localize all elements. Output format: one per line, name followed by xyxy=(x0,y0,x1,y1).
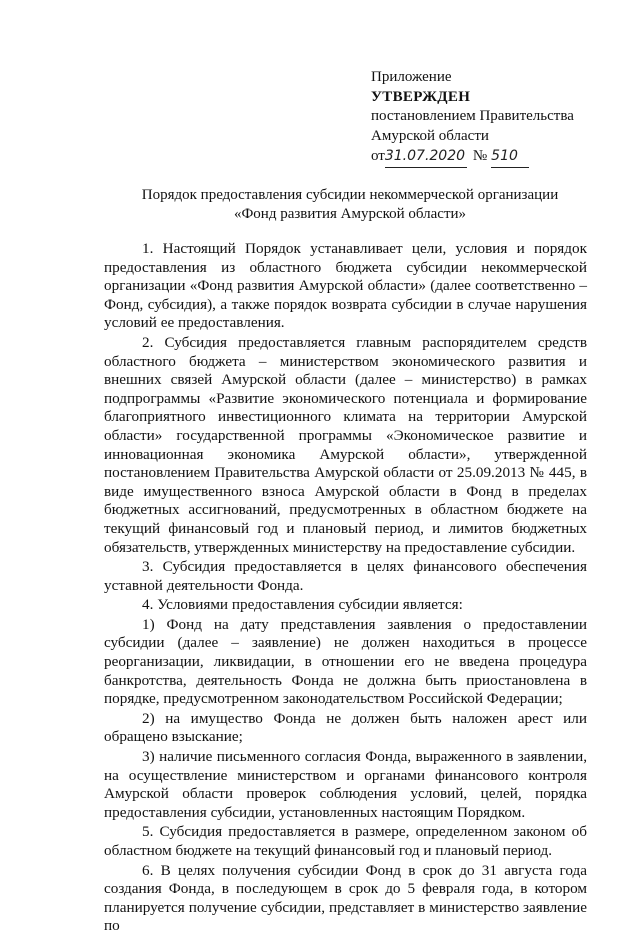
paragraph-4: 4. Условиями предоставления субсидии является: xyxy=(142,596,463,614)
number-label: № xyxy=(472,148,488,164)
condition-2: 2) на имущество Фонда не должен быть наложен арест или обращено взыскание; xyxy=(104,709,587,746)
appendix-label: Приложение xyxy=(371,69,452,85)
approval-block xyxy=(371,68,611,168)
paragraph-6: 6. В целях получения субсидии Фонд в срок до 31 августа года создания Фонда, в последующем в срок до 5 февраля года, в котором планируется получение субсидии, представляет в министерство заявление по xyxy=(104,861,587,935)
date-prefix: от xyxy=(371,148,385,164)
paragraph-2: 2. Субсидия предоставляется главным распорядителем средств областного бюджета – министерством экономического развития и внешних связей Амурской области (далее – министерство) в рамках подпрограммы «Развитие экономического потенциала и формирование благоприятного инвестиционного климата на территории Амурской области» государственной программы «Экономическое развитие и инновационная экономика Амурской области», утвержденной постановлением Правительства Амурской области от 25.09.2013 № 445, в виде имущественного взноса Амурской области в Фонд в пределах бюджетных ассигнований, предусмотренных в областном бюджете на текущий финансовый год и плановый период, и лимитов бюджетных обязательств, утвержденных министерству на предоставление субсидии. xyxy=(104,333,587,556)
title-line-2: «Фонд развития Амурской области» xyxy=(233,206,467,222)
date-number-row xyxy=(371,147,611,168)
condition-1: 1) Фонд на дату представления заявления о предоставлении субсидии (далее – заявление) не должен находиться в процессе реорганизации, ликвидации, в отношении его не введена процедура банкротства, деятельность Фонда не должна быть приостановлена в порядке, предусмотренном законодательством Российской Федерации; xyxy=(104,615,587,708)
handwritten-date: 31.07.2020 xyxy=(385,147,467,168)
handwritten-number: 510 xyxy=(491,147,529,168)
approved-label: УТВЕРЖДЕН xyxy=(371,88,471,105)
paragraph-1: 1. Настоящий Порядок устанавливает цели, условия и порядок предоставления из областного бюджета субсидии некоммерческой организации «Фонд развития Амурской области» (далее соответственно – Фонд, субсидия), а также порядок возврата субсидии в случае нарушения условий ее предоставления. xyxy=(104,240,587,332)
paragraph-3: 3. Субсидия предоставляется в целях финансового обеспечения уставной деятельности Фонда. xyxy=(104,558,587,594)
document-title xyxy=(100,186,600,224)
title-line-1: Порядок предоставления субсидии некоммерческой организации xyxy=(141,187,559,203)
region-line: Амурской области xyxy=(371,127,489,144)
condition-3: 3) наличие письменного согласия Фонда, выраженного в заявлении, на осуществление министерством и органами финансового контроля Амурской области проверок соблюдения условий, целей, порядка предоставления субсидии, установленных настоящим Порядком. xyxy=(104,748,587,821)
document-body xyxy=(104,240,587,937)
paragraph-5: 5. Субсидия предоставляется в размере, определенном законом об областном бюджете на текущий финансовый год и плановый период. xyxy=(104,823,587,859)
approved-by-line: постановлением Правительства xyxy=(371,108,574,124)
